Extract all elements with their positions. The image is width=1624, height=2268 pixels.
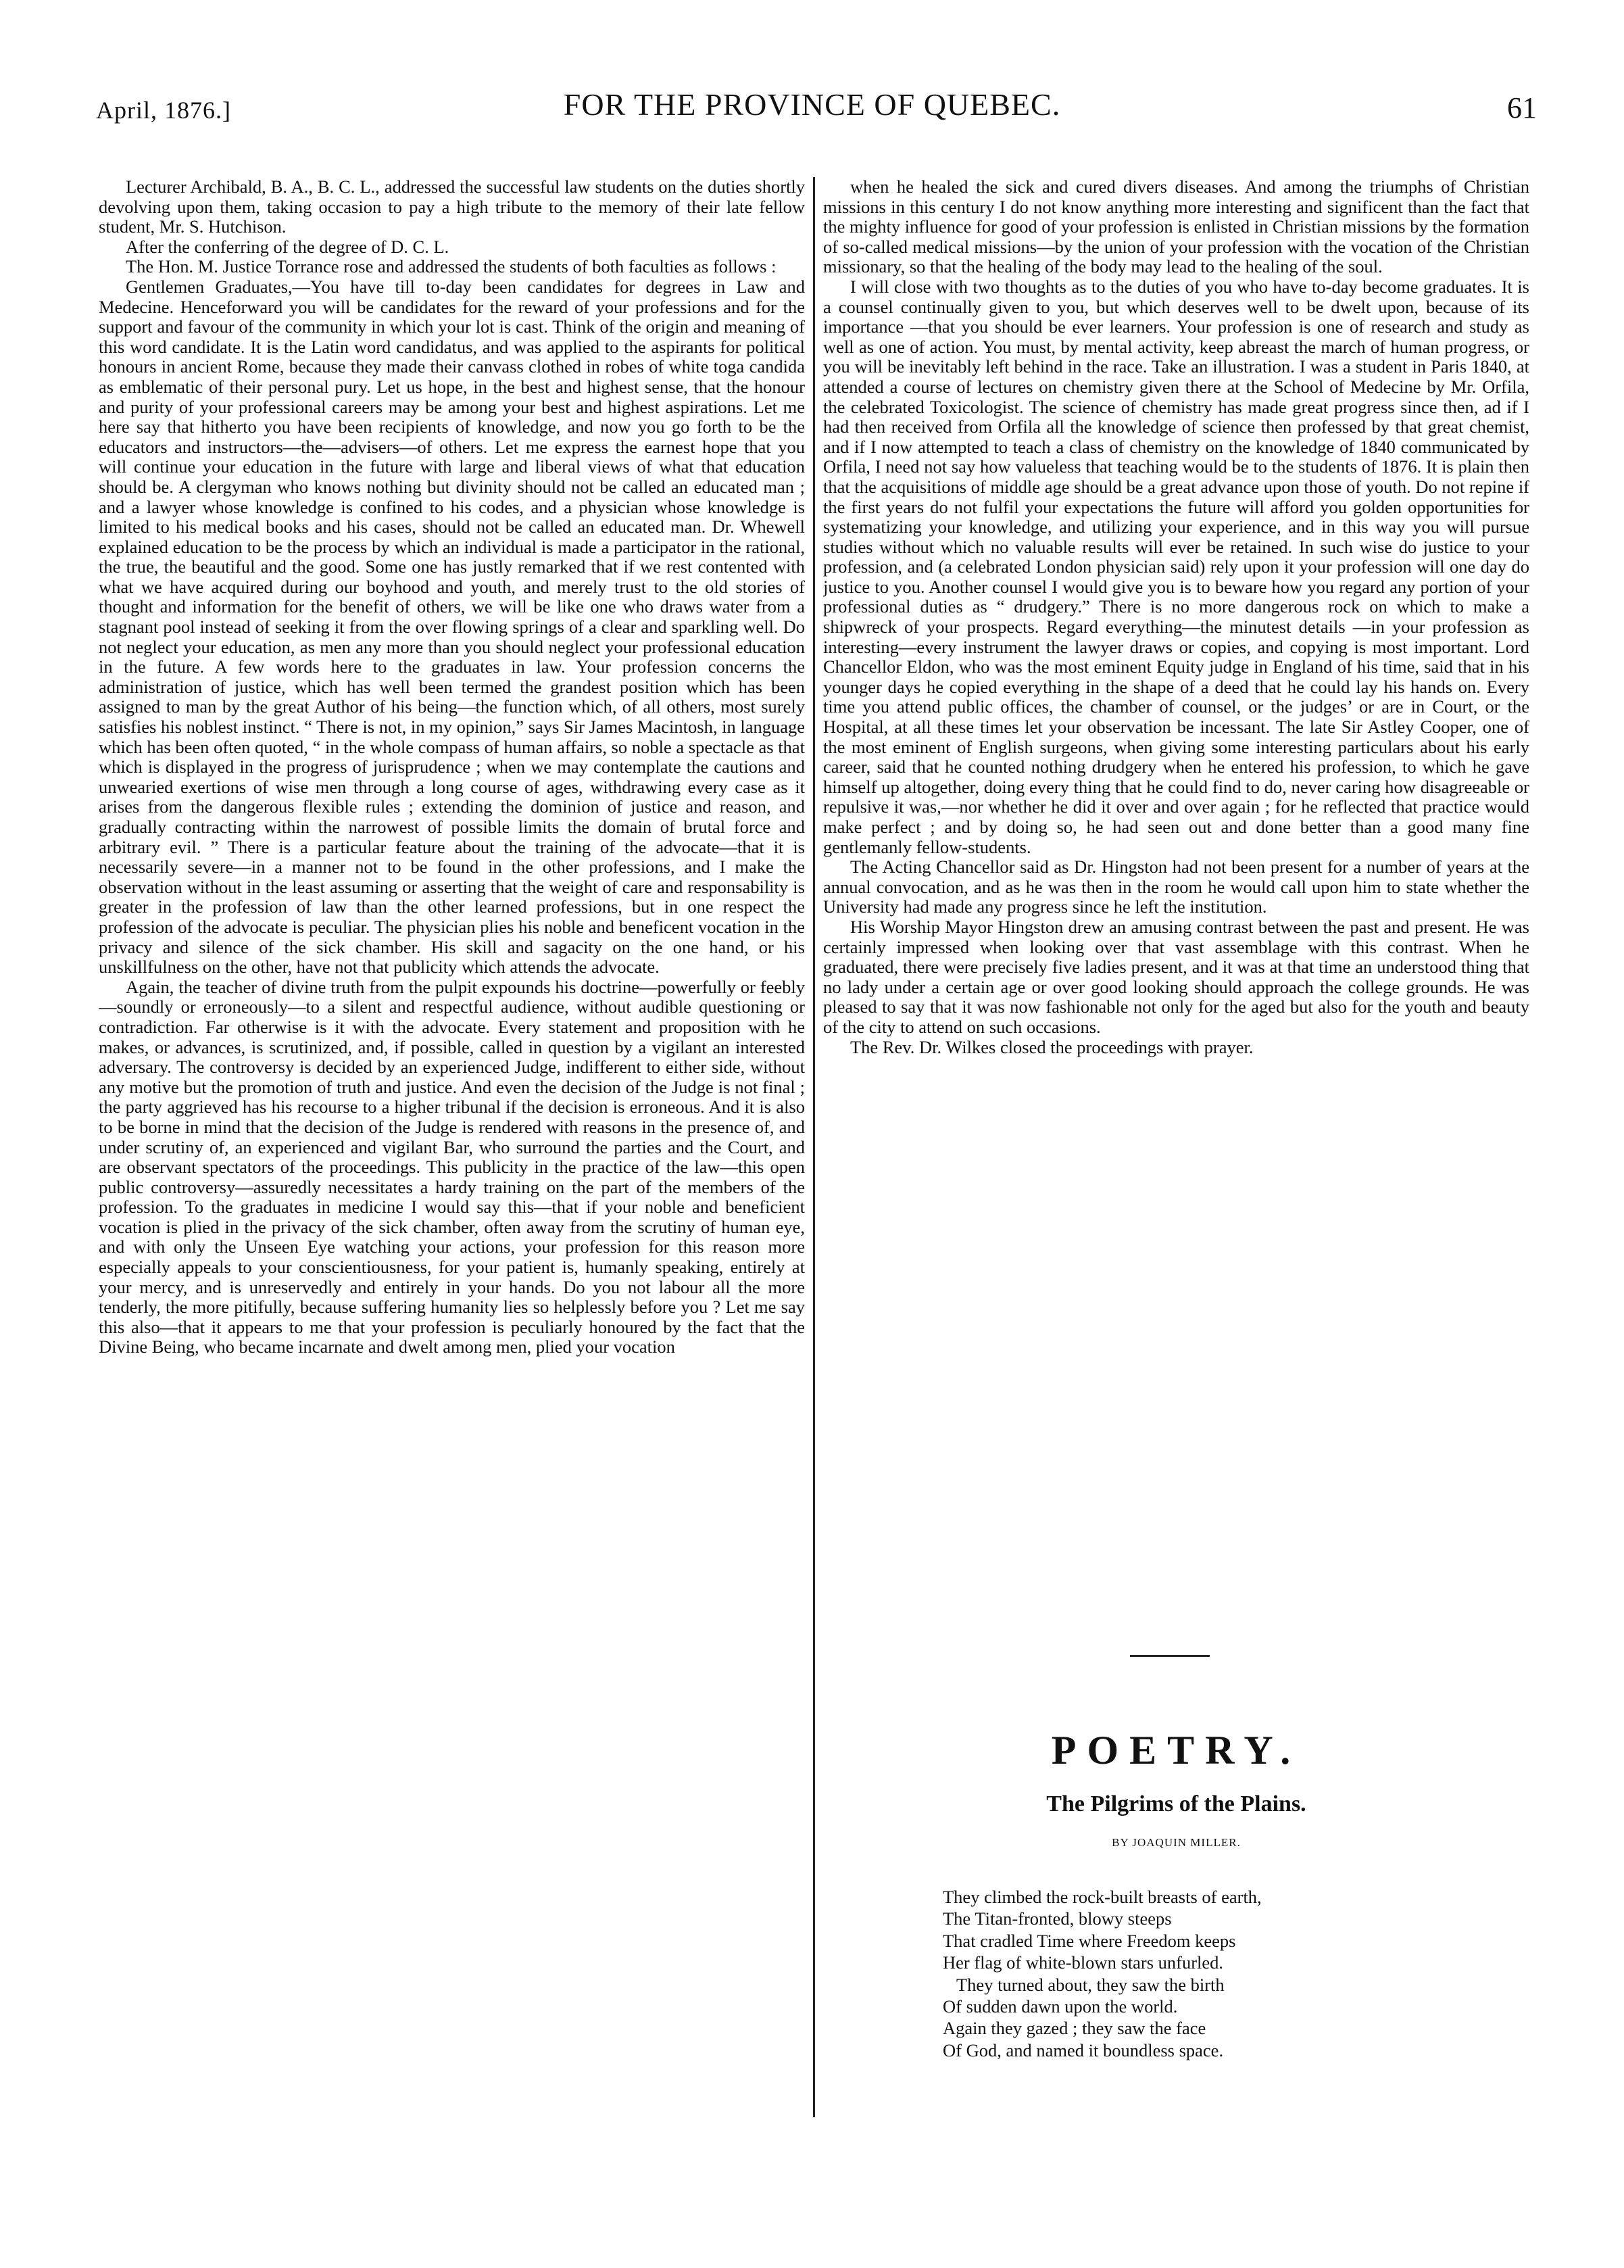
poem-line: Of sudden dawn upon the world.: [943, 1996, 1178, 2017]
poem-line: They turned about, they saw the birth: [956, 1974, 1225, 1995]
paragraph: The Acting Chancellor said as Dr. Hingston had not been present for a number of years at the annual convocation, and as he was then in the room he would call upon him to state whether the University had made any progress since he left the institution.: [823, 856, 1529, 917]
poem-body: [943, 1886, 1524, 2061]
paragraph: I will close with two thoughts as to the duties of you who have to-day become graduates. It is a counsel continually given to you, but which deserves well to be dwelt upon, because of its importance —that you should be ever learners. Your profession is one of research and study as well as one of action. You must, by mental activity, keep abreast the march of human progress, or you will be inevitably left behind in the race. Take an illustration. I was a student in Paris 1840, at attended a course of lectures on chemistry given there at the School of Medecine by Mr. Orfila, the celebrated Toxicologist. The science of chemistry has made great progress since then, ad if I had then received from Orfila all the knowledge of science then professed by that great chemist, and if I now attempted to teach a class of chemistry on the knowledge of 1840 communicated by Orfila, I need not say how valueless that teaching would be to the students of 1876. It is plain then that the acquisitions of middle age should be a great advance upon those of youth. Do not repine if the first years do not fulfil your expectations the future will afford you golden opportunities for systematizing your knowledge, and utilizing your experience, and in this way you will pursue studies without which no valuable results will ever be retained. In such wise do justice to your profession, and (a celebrated London physician said) rely upon it your profession will one day do justice to you. Another counsel I would give you is to beware how you regard any portion of your professional duties as “ drudgery.” There is no more dangerous rock on which to make a shipwreck of your prospects. Regard everything—the minutest details —in your profession as interesting—every instrument the lawyer draws or copies, and copying is most important. Lord Chancellor Eldon, who was the most eminent Equity judge in England of his time, said that in his younger days he copied everything in the shape of a deed that he could lay his hands on. Every time you attend public offices, the chamber of counsel, or the judges’ or are in Court, or the Hospital, at all these times let your observation be incessant. The late Sir Astley Cooper, one of the most eminent of English surgeons, when giving some interesting particulars about his early career, said that he counted nothing drudgery when he entered his profession, to which he gave himself up altogether, doing every thing that he could find to do, never caring how disagreeable or repulsive it was,—nor whether he did it over and over again ; for he reflected that practice would make perfect ; and by doing so, he had seen out and done better than a good many fine gentlemanly fellow-students.: [823, 276, 1529, 857]
running-head: [0, 81, 1624, 128]
paragraph: Lecturer Archibald, B. A., B. C. L., addressed the successful law students on the duties shortly devolving upon them, taking occasion to pay a high tribute to the memory of their late fellow student, Mr. S. Hutchison.: [99, 177, 805, 237]
poem-title: The Pilgrims of the Plains.: [1046, 1791, 1306, 1816]
poem-author: BY JOAQUIN MILLER.: [1112, 1836, 1241, 1849]
poem-line: The Titan-fronted, blowy steeps: [943, 1908, 1172, 1929]
poem-line: They climbed the rock-built breasts of earth,: [943, 1887, 1262, 1907]
paragraph: The Rev. Dr. Wilkes closed the proceedings with prayer.: [850, 1036, 1254, 1057]
page-number: 61: [1507, 91, 1537, 124]
section-divider: [1130, 1655, 1210, 1657]
right-column: [823, 177, 1529, 1462]
poem-line: Of God, and named it boundless space.: [943, 2040, 1224, 2060]
poem-line: Her flag of white-blown stars unfurled.: [943, 1952, 1224, 1973]
column-rule: [813, 177, 815, 2117]
paragraph: Gentlemen Graduates,—You have till to-day been candidates for degrees in Law and Medecine. Henceforward you will be candidates for the reward of your professions and for the support and favour of the community in which your lot is cast. Think of the origin and meaning of this word candidate. It is the Latin word candidatus, and was applied to the aspirants for political honours in ancient Rome, because they made their canvass clothed in robes of white toga candida as emblematic of their personal pury. Let us hope, in the best and highest sense, that the honour and purity of your professional careers may be among your best and highest aspirations. Let me here say that hitherto you have been recipients of knowledge, and now you go forth to be the educators and instructors—the—advisers—of others. Let me express the earnest hope that you will continue your education in the future with large and liberal views of what that education should be. A clergyman who knows nothing but divinity should not be called an educated man ; and a lawyer whose knowledge is confined to his codes, and a physician whose knowledge is limited to his medical books and his cases, should not be called an educated man. Dr. Whewell explained education to be the process by which an individual is made a participator in the rational, the true, the beautiful and the good. Some one has justly remarked that if we rest contented with what we have acquired during our boyhood and youth, and merely trust to the old stories of thought and information for the benefit of others, we will be like one who draws water from a stagnant pool instead of seeking it from the over flowing springs of a clear and sparkling well. Do not neglect your education, as men any more than you should neglect your professional education in the future. A few words here to the graduates in law. Your profession concerns the administration of justice, which has well been termed the grandest position which has been assigned to man by the great Author of his being—the function which, of all others, most surely satisfies his noblest instinct. “ There is not, in my opinion,” says Sir James Macintosh, in language which has been often quoted, “ in the whole compass of human affairs, so noble a spectacle as that which is displayed in the progress of jurisprudence ; when we may contemplate the cautions and unwearied exertions of wise men through a long course of ages, withdrawing every case as it arises from the dangerous flexible rules ; extending the dominion of justice and reason, and gradually contracting within the narrowest of possible limits the domain of brutal force and arbitrary evil. ” There is a particular feature about the training of the advocate—that it is necessarily severe—in a manner not to be found in the other professions, and I make the observation without in the least assuming or asserting that the weight of care and responsability is greater in the profession of law than the other learned professions, but in one respect the profession of the advocate is peculiar. The physician plies his noble and beneficent vocation in the privacy and silence of the sick chamber. His skill and sagacity on the one hand, or his unskillfulness on the other, have not that publicity which attends the advocate.: [99, 276, 805, 978]
left-column: [99, 177, 805, 2117]
poetry-heading: POETRY.: [1051, 1728, 1302, 1772]
paragraph: The Hon. M. Justice Torrance rose and addressed the students of both faculties as follows :: [126, 256, 777, 277]
page-title: FOR THE PROVINCE OF QUEBEC.: [563, 87, 1061, 122]
paragraph: His Worship Mayor Hingston drew an amusing contrast between the past and present. He was certainly impressed when looking over that vast assemblage with this contrast. When he graduated, there were precisely five ladies present, and it was at that time an understood thing that no lady under a certain age or over good looking should approach the college grounds. He was pleased to say that it was now fashionable not only for the aged but also for the youth and beauty of the city to attend on such occasions.: [823, 916, 1529, 1037]
poem-line: That cradled Time where Freedom keeps: [943, 1930, 1236, 1951]
paragraph: when he healed the sick and cured divers diseases. And among the triumphs of Christian missions in this century I do not know anything more interesting and significent than the fact that the mighty influence for good of your profession is enlisted in Christian missions by the formation of so-called medical missions—by the union of your profession with the vocation of the Christian missionary, so that the healing of the body may lead to the healing of the soul.: [823, 177, 1529, 277]
poem-line: Again they gazed ; they saw the face: [943, 2018, 1206, 2039]
paragraph: After the conferring of the degree of D. C. L.: [126, 236, 449, 257]
issue-date: April, 1876.]: [96, 97, 231, 124]
paragraph: Again, the teacher of divine truth from the pulpit expounds his doctrine—powerfully or feebly—soundly or erroneously—to a silent and respectful audience, without audible questioning or contradiction. Far otherwise is it with the advocate. Every statement and proposition with he makes, or advances, is scrutinized, and, if possible, called in question by a vigilant an interested adversary. The controversy is decided by an experienced Judge, indifferent to either side, without any motive but the promotion of truth and justice. And even the decision of the Judge is not final ; the party aggrieved has his recourse to a higher tribunal if the decision is erroneous. And it is also to be borne in mind that the decision of the Judge is rendered with reasons in the presence of, and under scrutiny of, an experienced and vigilant Bar, who surround the parties and the Court, and are observant spectators of the proceedings. This publicity in the practice of the law—this open public controversy—assuredly necessitates a hardy training on the part of the members of the profession. To the graduates in medicine I would say this—that if your noble and beneficient vocation is plied in the privacy of the sick chamber, often away from the scrutiny of human eye, and with only the Unseen Eye watching your actions, your profession for this reason more especially appeals to your conscientiousness, for your patient is, humanly speaking, entirely at your mercy, and is unreservedly and entirely in your hands. Do you not labour all the more tenderly, the more pitifully, because suffering humanity lies so helplessly before you ? Let me say this also—that it appears to me that your profession is peculiarly honoured by the fact that the Divine Being, who became incarnate and dwelt among men, plied your vocation: [99, 976, 805, 1357]
